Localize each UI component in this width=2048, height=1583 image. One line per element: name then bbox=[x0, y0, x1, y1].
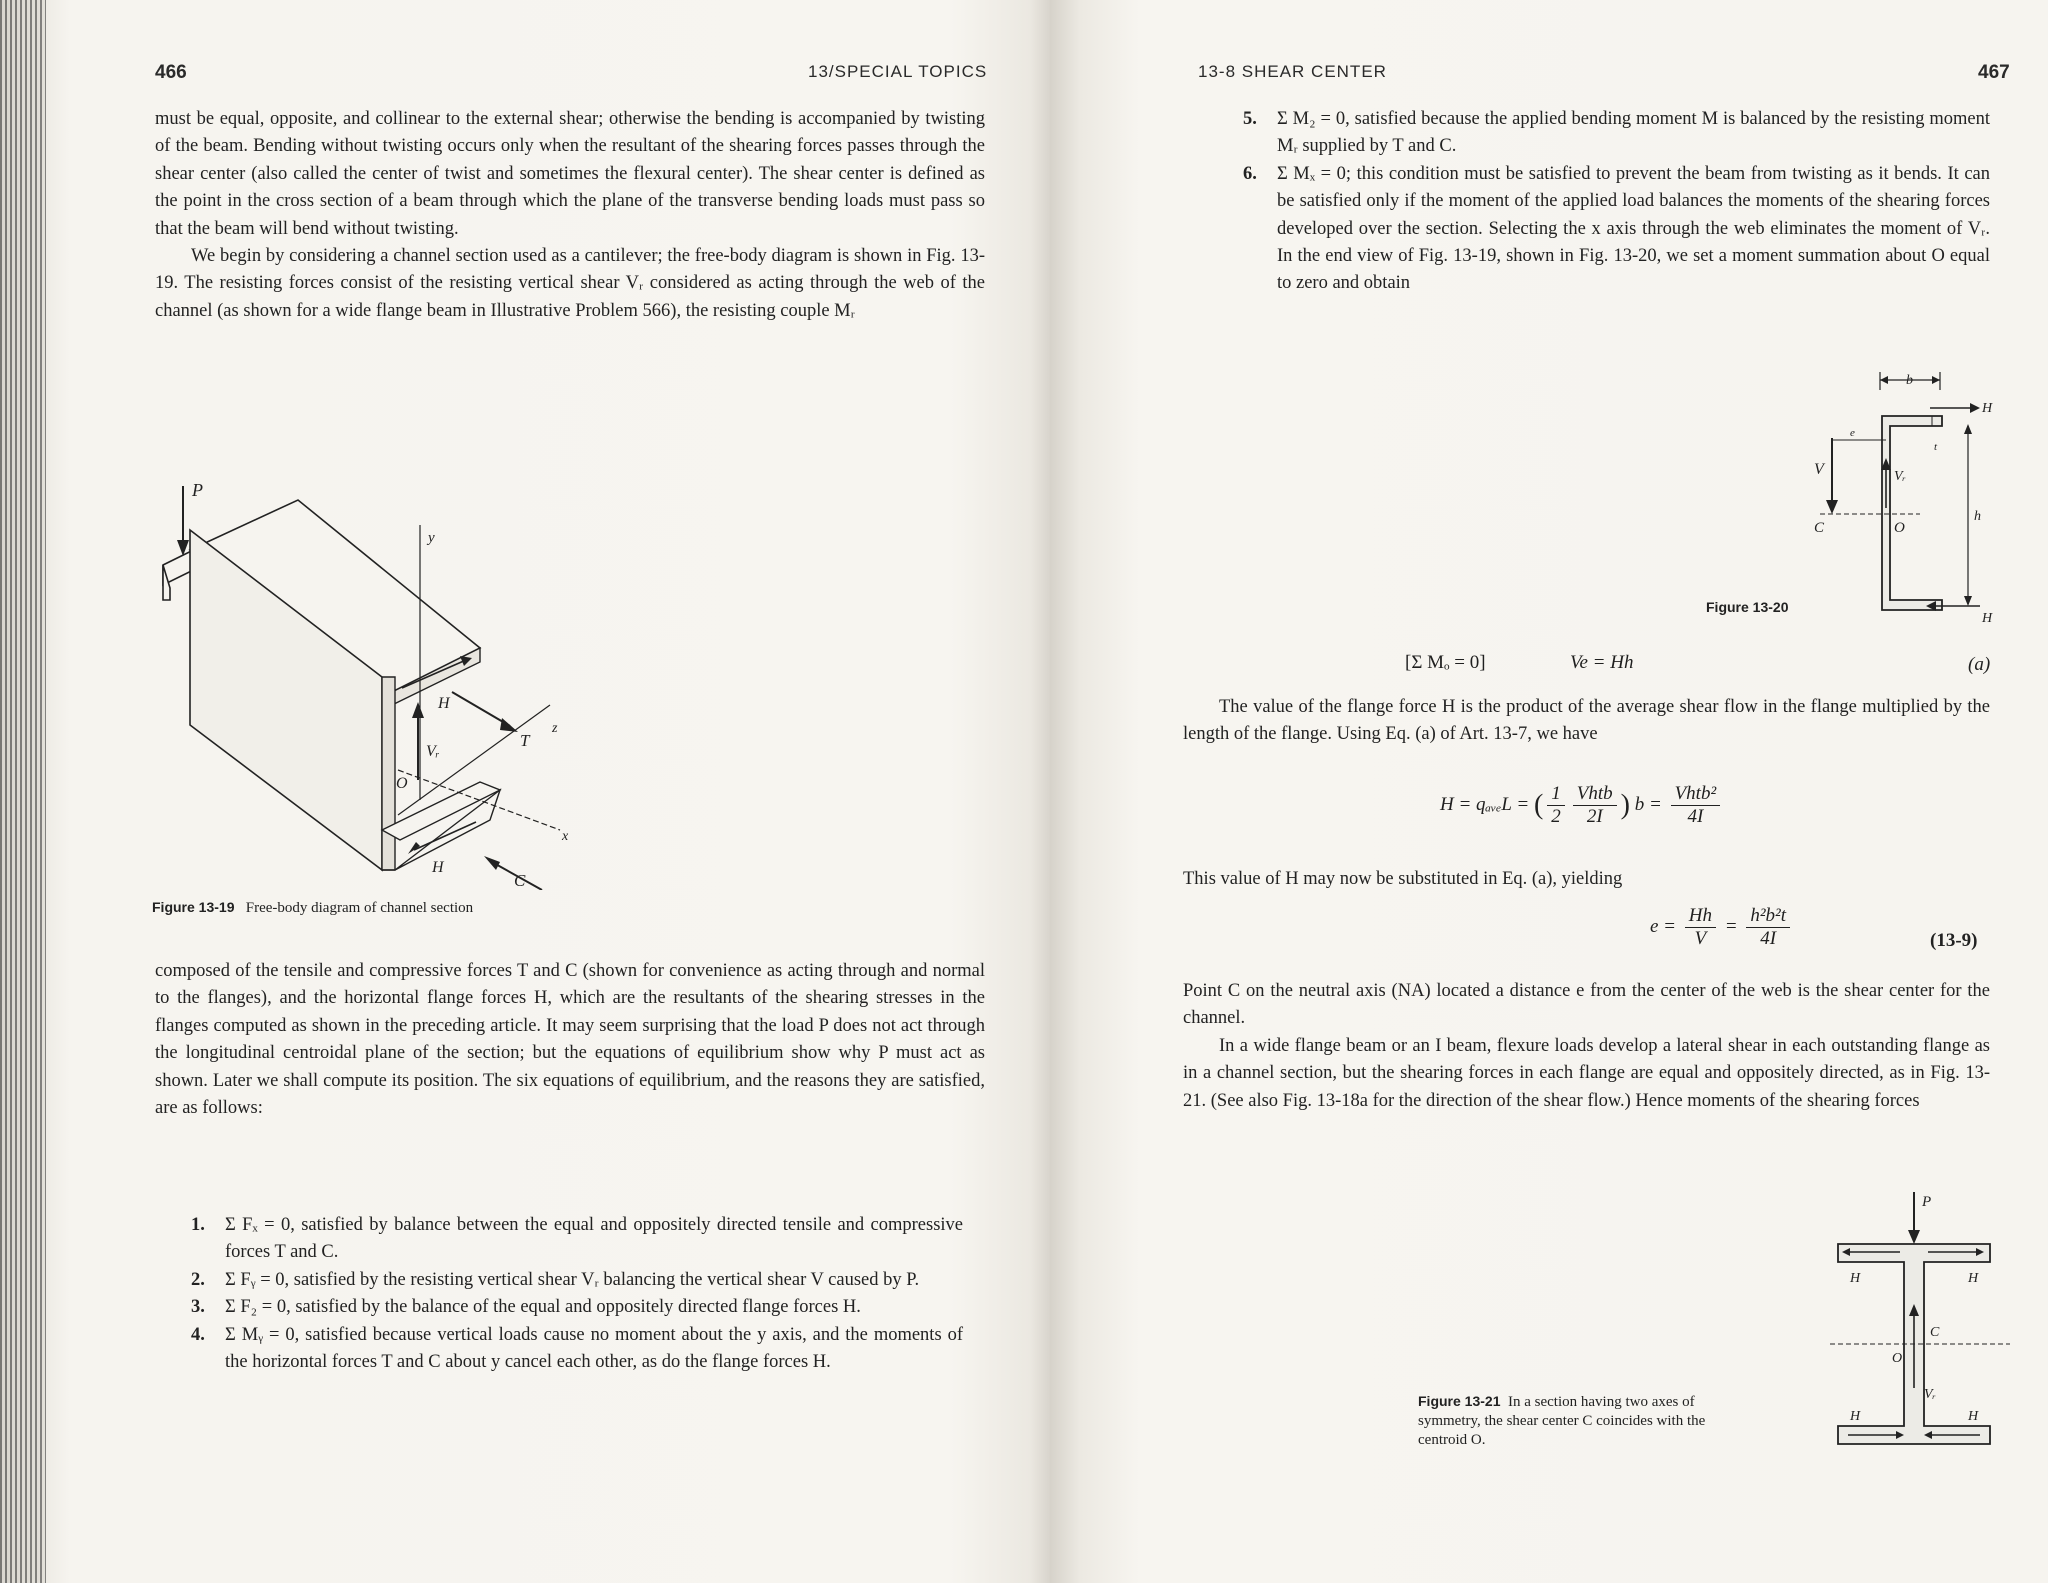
fig19-label-P: P bbox=[192, 480, 203, 500]
paragraph: composed of the tensile and compressive forces T and C (shown for convenience as acting through and normal to the flanges), and the horizontal flange forces H, which are the resultants of the shearing stresses in the flanges computed as shown in the preceding article. It may seem surprising that the load P does not act through the longitudinal centroidal plane of the section; but the equations of equilibrium show why P must act as shown. Later we shall compute its position. The six equations of equilibrium, and the reasons they are satisfied, are as follows: bbox=[155, 961, 985, 1119]
fig21-label-H-tl: H bbox=[1850, 1271, 1861, 1286]
fig20-label-b: b bbox=[1906, 373, 1913, 388]
paragraph: We begin by considering a channel section used as a cantilever; the free-body diagram is shown in Fig. 13-19. The resisting forces consist of the resisting vertical shear Vᵣ considered as acting through the web of the channel (as shown for a wide flange beam in Illustrative Problem 566), the resisting couple Mᵣ bbox=[155, 246, 985, 321]
eq-H: H = qₐᵥₑL = ( $\frac{1}{2}$ $\frac{\text{Vhtb}}{2I}$ ) b = $\frac{\text{Vhtb²}}{4I}$ bbox=[1440, 783, 1724, 828]
fig21-label-C: C bbox=[1930, 1325, 1940, 1340]
fig19-label-x: x bbox=[562, 829, 569, 844]
fig20-label-H-bot: H bbox=[1982, 611, 1993, 626]
fig21-label-Vr: Vᵣ bbox=[1924, 1387, 1936, 1402]
caption-text: In a section having two axes of symmetry, the shear center C coincides with the centroid O. bbox=[1418, 1394, 1706, 1448]
right-running-head: 13-8 SHEAR CENTER bbox=[1198, 62, 1387, 81]
list-item: 5. Σ M₂ = 0, satisfied because the applied bending moment M is balanced by the resisting moment Mᵣ supplied by T and C. bbox=[1243, 109, 1990, 157]
frac-result: $\frac{\text{Vhtb²}}{4I}$ bbox=[1671, 783, 1721, 828]
figure-13-19 bbox=[150, 470, 600, 890]
fig21-label-P: P bbox=[1922, 1194, 1932, 1210]
fig19-label-T: T bbox=[520, 731, 530, 750]
fig21-caption bbox=[1418, 1392, 1748, 1450]
caption-label: Figure 13-21 bbox=[1418, 1393, 1501, 1409]
fig20-label-H-top: H bbox=[1982, 401, 1993, 416]
right-page-number: 467 bbox=[1978, 62, 2010, 83]
eq-13-9: e = $\frac{Hh}{V}$ = $\frac{\text{h²b²t}}{4I}$ bbox=[1650, 905, 1794, 950]
right-para-subst bbox=[1183, 866, 1990, 893]
eq-a-condition: [Σ Mₒ = 0] bbox=[1405, 652, 1486, 673]
left-para-1 bbox=[155, 106, 985, 325]
figure-13-21 bbox=[1810, 1188, 2048, 1468]
eq-a-number: (a) bbox=[1968, 654, 1991, 675]
paragraph: The value of the flange force H is the product of the average shear flow in the flange multiplied by the length of the flange. Using Eq. (a) of Art. 13-7, we have bbox=[1183, 697, 1990, 745]
fig20-label-C: C bbox=[1814, 520, 1825, 536]
paragraph: This value of H may now be substituted in Eq. (a), yielding bbox=[1183, 869, 1623, 889]
frac-inner: $\frac{\text{Vhtb}}{2I}$ bbox=[1573, 783, 1617, 828]
page-edges bbox=[0, 0, 46, 1583]
right-page bbox=[1050, 0, 2048, 1583]
fig21-label-O: O bbox=[1892, 1351, 1903, 1366]
list-item: 2. Σ Fᵧ = 0, satisfied by the resisting vertical shear Vᵣ balancing the vertical shear V caused by P. bbox=[191, 1269, 920, 1290]
left-page-number: 466 bbox=[155, 62, 187, 83]
paragraph: Point C on the neutral axis (NA) located a distance e from the center of the web is the shear center for the channel. bbox=[1183, 981, 1990, 1029]
right-para-flange bbox=[1183, 694, 1990, 749]
fig21-label-H-tr: H bbox=[1968, 1271, 1979, 1286]
list-item: 4. Σ Mᵧ = 0, satisfied because vertical loads cause no moment about the y axis, and the moments of the horizontal forces T and C about y cancel each other, as do the flange forces H. bbox=[191, 1324, 963, 1373]
paragraph: In a wide flange beam or an I beam, flexure loads develop a lateral shear in each outstanding flange as in a channel section, but the shearing forces in each flange are equal and oppositely directed, as in Fig. 13-21. (See also Fig. 13-18a for the direction of the shear flow.) Hence moments of the shearing forces bbox=[1183, 1035, 1990, 1111]
figure-13-20 bbox=[1810, 368, 2010, 628]
left-running-head: 13/SPECIAL TOPICS bbox=[808, 62, 988, 81]
fig20-label-t: t bbox=[1934, 441, 1938, 453]
right-para-point bbox=[1183, 978, 1990, 1115]
fig21-label-H-bl: H bbox=[1850, 1409, 1861, 1424]
fig19-label-H-top: H bbox=[438, 695, 450, 712]
fig20-label-h: h bbox=[1974, 509, 1981, 524]
list-item: 3. Σ F₂ = 0, satisfied by the balance of the equal and oppositely directed flange forces H. bbox=[191, 1297, 861, 1318]
caption-label: Figure 13-19 bbox=[152, 899, 235, 915]
right-equilibrium-list bbox=[1243, 106, 1990, 298]
list-item: 6. Σ Mₓ = 0; this condition must be satisfied to prevent the beam from twisting as it bends. It can be satisfied only if the moment of the applied load balances the moments of the shearing forces developed over the section. Selecting the x axis through the web eliminates the moment of Vᵣ. In the end view of Fig. 13-19, shown in Fig. 13-20, we set a moment summation about O equal to zero and obtain bbox=[1243, 163, 1990, 294]
left-equilibrium-list bbox=[191, 1212, 963, 1376]
fig19-label-Vr: Vᵣ bbox=[426, 743, 440, 760]
left-para-3 bbox=[155, 958, 985, 1122]
fig19-label-H-bot: H bbox=[432, 859, 444, 876]
paragraph: must be equal, opposite, and collinear to the external shear; otherwise the bending is accompanied by twisting of the beam. Bending without twisting occurs only when the resultant of the shearing forces passes through the shear center (also called the center of twist and sometimes the flexural center). The shear center is defined as the point in the cross section of a beam through which the plane of the transverse bending loads must pass so that the beam will bend without twisting. bbox=[155, 109, 985, 239]
caption-text: Free-body diagram of channel section bbox=[245, 900, 474, 916]
fig19-label-z: z bbox=[552, 721, 558, 736]
fig20-label-V: V bbox=[1814, 461, 1824, 478]
fig20-label-Vr: Vᵣ bbox=[1894, 469, 1906, 484]
eq-13-9-number: (13-9) bbox=[1930, 930, 1978, 951]
fig20-caption bbox=[1706, 598, 1826, 618]
fig20-label-e: e bbox=[1850, 427, 1855, 439]
fig19-label-O: O bbox=[396, 775, 408, 792]
eq-a: Ve = Hh bbox=[1570, 652, 1634, 673]
fig20-label-O: O bbox=[1894, 520, 1905, 536]
eq-H-lhs: H = qₐᵥₑL = bbox=[1440, 793, 1530, 815]
fig19-label-y: y bbox=[428, 530, 435, 546]
frac-half: $\frac{1}{2}$ bbox=[1547, 783, 1565, 828]
fig19-label-C: C bbox=[514, 871, 526, 890]
fig19-caption bbox=[152, 898, 852, 918]
list-item: 1. Σ Fₓ = 0, satisfied by balance between the equal and oppositely directed tensile and compressive forces T and C. bbox=[191, 1215, 963, 1263]
eq-H-mid: b = bbox=[1634, 793, 1662, 815]
fig21-label-H-br: H bbox=[1968, 1409, 1979, 1424]
caption-label: Figure 13-20 bbox=[1706, 599, 1789, 615]
